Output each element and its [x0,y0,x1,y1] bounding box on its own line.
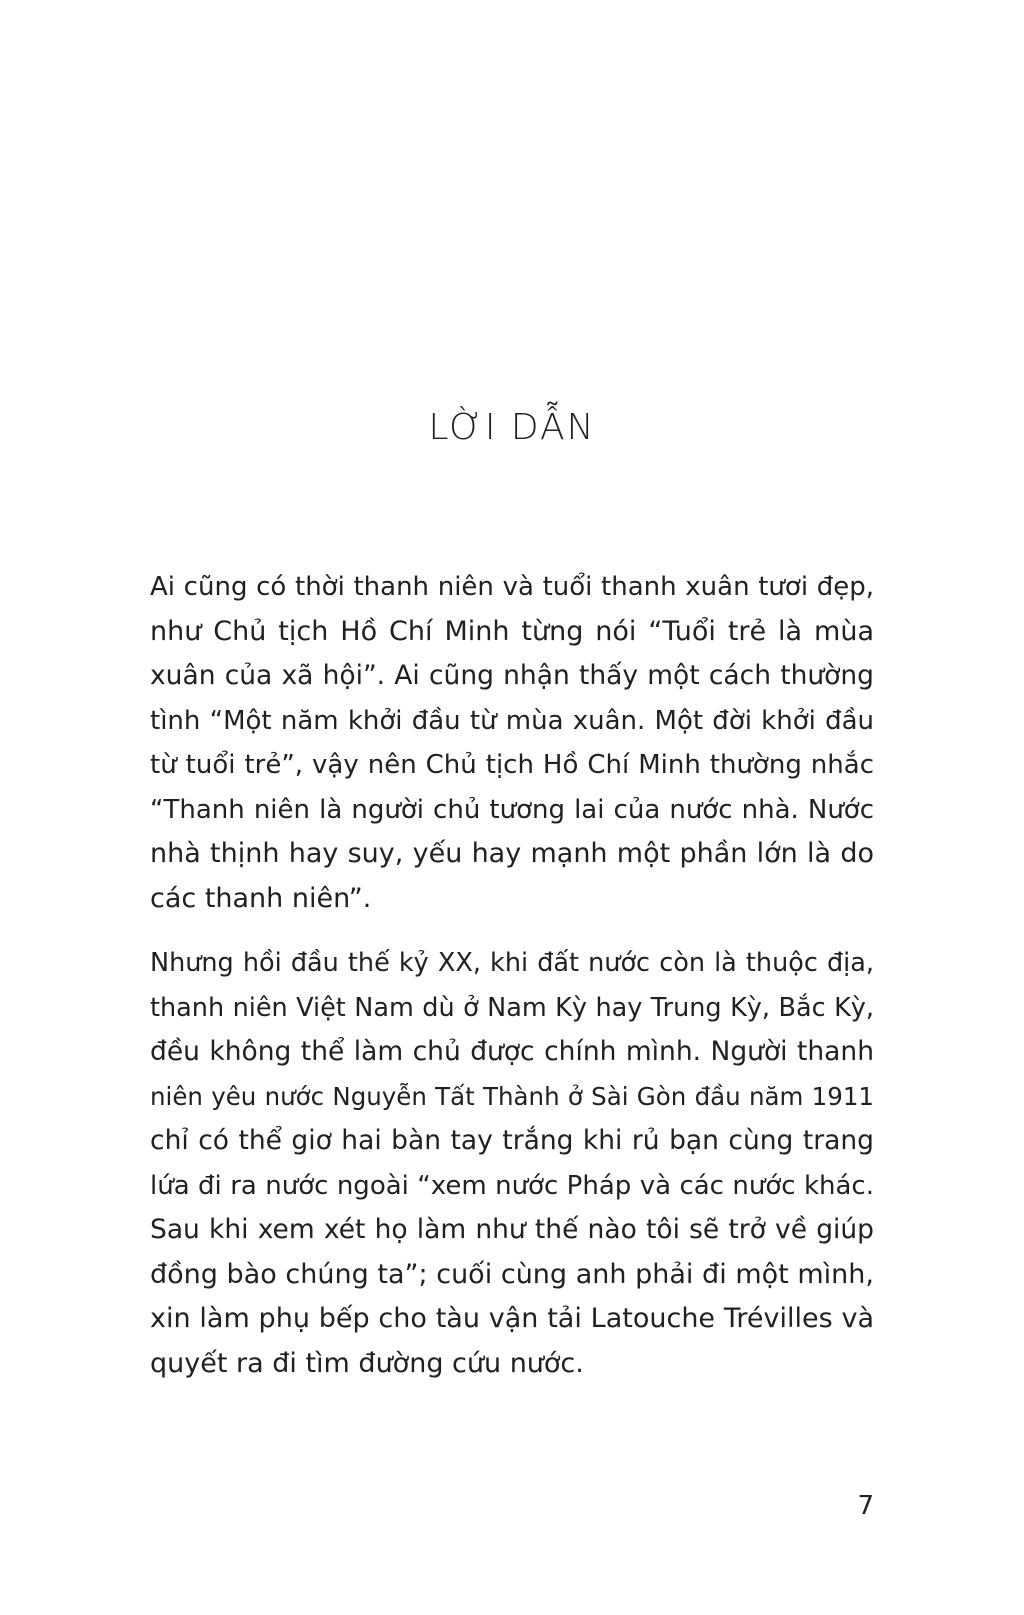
paragraph-2 [150,941,874,1386]
text-line: thanh niên Việt Nam dù ở Nam Kỳ hay Trung Kỳ, Bắc Kỳ, [150,992,874,1023]
text-line: tình “Một năm khởi đầu từ mùa xuân. Một đời khởi đầu [150,705,874,736]
paragraph-1 [150,565,874,921]
page-number: 7 [857,1491,874,1521]
text-line: chỉ có thể giơ hai bàn tay trắng khi rủ bạn cùng trang [150,1125,874,1156]
body-text [150,565,874,1386]
text-line: đều không thể làm chủ được chính mình. Người thanh [150,1036,874,1067]
text-line: đồng bào chúng ta”; cuối cùng anh phải đi một mình, [150,1258,874,1290]
text-line: nhà thịnh hay suy, yếu hay mạnh một phần lớn là do [150,838,874,869]
text-line: xin làm phụ bếp cho tàu vận tải Latouche Trévilles và [150,1303,874,1334]
text-line: từ tuổi trẻ”, vậy nên Chủ tịch Hồ Chí Minh thường nhắc [150,750,874,780]
text-line: các thanh niên”. [150,882,372,914]
text-line: xuân của xã hội”. Ai cũng nhận thấy một cách thường [150,660,874,691]
page-title: LỜI DẪN [428,407,596,448]
text-line: quyết ra đi tìm đường cứu nước. [150,1347,584,1379]
text-line: như Chủ tịch Hồ Chí Minh từng nói “Tuổi trẻ là mùa [150,615,874,647]
text-line: lứa đi ra nước ngoài “xem nước Pháp và các nước khác. [150,1170,874,1201]
text-line: niên yêu nước Nguyễn Tất Thành ở Sài Gòn đầu năm 1911 [150,1081,874,1111]
text-line: Nhưng hồi đầu thế kỷ XX, khi đất nước còn là thuộc địa, [150,948,874,978]
text-line: “Thanh niên là người chủ tương lai của nước nhà. Nước [150,794,874,825]
text-line: Sau khi xem xét họ làm như thế nào tôi sẽ trở về giúp [150,1214,874,1245]
text-line: Ai cũng có thời thanh niên và tuổi thanh xuân tươi đẹp, [150,572,874,602]
